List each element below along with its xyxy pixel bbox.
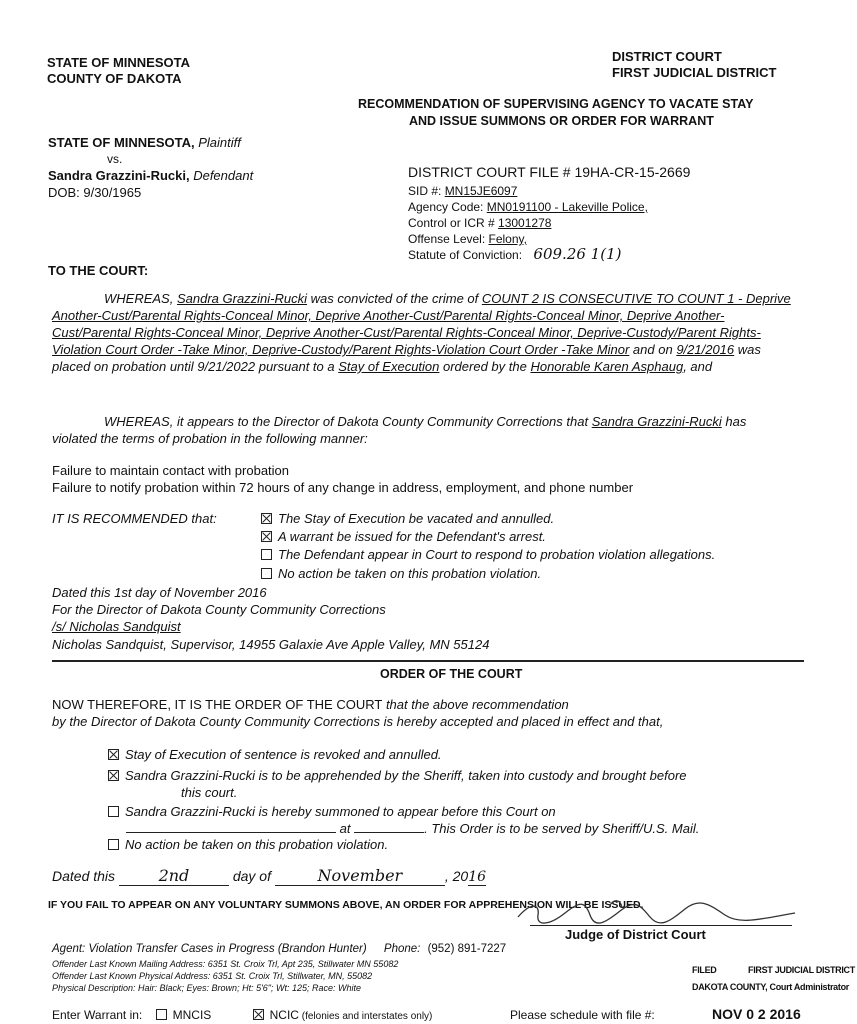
icr-value: 13001278 [498,216,552,230]
recommended-label: IT IS RECOMMENDED that: [52,511,217,526]
defendant-name: Sandra Grazzini-Rucki, [48,168,190,183]
checked-box-icon[interactable] [261,513,272,524]
whereas1-crime: COUNT 2 IS CONSECUTIVE TO COUNT 1 - Deprive Another-Cust/Parental Rights-Conceal Minor, Deprive Another-Cust/Parental Rights-Conceal Minor, Deprive Another-Cust/Parental Rights-Conceal Minor, Deprive Another-Cust/Parental Rights-Conceal Minor, Deprive-Custody/Parent Rights-Violation Court Order -Take Minor, Deprive-Custody/Parent Rights-Violation Court Order -Take Minor [52,291,791,357]
physical-description: Physical Description: Hair: Black; Eyes: Brown; Ht: 5'6"; Wt: 125; Race: White [52,983,362,993]
statute-handwritten: 609.26 1(1) [533,245,622,263]
sid-line [408,184,517,199]
court-caption: DISTRICT COURT [612,49,722,64]
court-dated-month-field [275,866,445,886]
failure-to-appear-notice: IF YOU FAIL TO APPEAR ON ANY VOLUNTARY SUMMONS ABOVE, AN ORDER FOR APPREHENSION WILL BE ISSUED. [48,899,644,911]
whereas-paragraph-2 [52,413,792,447]
whereas1-date: 9/21/2016 [676,342,735,357]
section-divider [52,660,804,662]
judge-label: Judge of District Court [565,927,706,942]
warrant-entry-line [52,1008,432,1022]
whereas1-text-d: was placed on probation until 9/21/2022 pursuant to a [52,342,761,374]
court-file-number: DISTRICT COURT FILE # 19HA-CR-15-2669 [408,164,691,180]
court-dated-year: 16 [468,869,487,885]
stamp-filed: FILED [692,965,717,975]
plaintiff-line [48,134,241,151]
agency-line [408,200,648,215]
statute-line [408,247,621,263]
whereas-paragraph-1 [52,290,792,375]
order-intro-line1 [52,696,569,713]
stamp-district: FIRST JUDICIAL DISTRICT [748,965,855,975]
order-item: No action be taken on this probation violation. [108,836,388,853]
whereas1-text-a: WHEREAS, [104,291,177,306]
unchecked-box-icon[interactable] [156,1009,167,1020]
court-dated-label: Dated this [52,868,116,884]
agent-name: Agent: Violation Transfer Cases in Progress (Brandon Hunter) [52,943,367,955]
checked-box-icon[interactable] [253,1009,264,1020]
summons-service-note: . This Order is to be served by Sheriff/U.S. Mail. [424,821,700,836]
court-dated-day: 2nd [158,866,190,885]
warrant-entry-label: Enter Warrant in: [52,1008,143,1022]
recommendation-item: No action be taken on this probation violation. [261,565,541,582]
order-intro-caps: NOW THEREFORE, IT IS THE ORDER OF THE COURT [52,697,383,712]
whereas1-text-c: and on [629,342,677,357]
violation-item: Failure to notify probation within 72 hours of any change in address, employment, and phone number [52,480,634,495]
stamp-date: NOV 0 2 2016 [712,1006,801,1022]
order-item: Stay of Execution of sentence is revoked and annulled. [108,746,442,763]
whereas1-text-f: , and [683,359,713,374]
court-dated-line [52,866,486,886]
defendant-line [48,167,253,184]
county-caption: COUNTY OF DAKOTA [47,71,182,86]
defendant-role: Defendant [189,168,254,183]
mncis-option: MNCIS [172,1008,212,1022]
stamp-county: DAKOTA COUNTY, Court Administrator [692,982,849,992]
unchecked-box-icon[interactable] [108,839,119,850]
defendant-dob: DOB: 9/30/1965 [48,185,142,200]
plaintiff-role: Plaintiff [194,135,241,150]
recommendation-item: The Stay of Execution be vacated and annulled. [261,510,554,527]
summons-time-blank[interactable] [354,820,424,833]
district-caption: FIRST JUDICIAL DISTRICT [612,65,777,80]
electronic-signature: /s/ Nicholas Sandquist [52,619,181,634]
unchecked-box-icon[interactable] [261,549,272,560]
summons-at-label: at [339,821,351,836]
unchecked-box-icon[interactable] [261,568,272,579]
judge-signature-line [530,925,792,926]
whereas1-judge: Honorable Karen Asphaug [530,359,684,374]
sid-label: SID #: [408,184,445,198]
agent-phone: (952) 891-7227 [427,943,507,955]
court-dated-dayof-label: day of [232,868,271,884]
court-dated-year-prefix: , 20 [444,868,469,884]
checked-box-icon[interactable] [108,770,119,781]
checked-box-icon[interactable] [108,749,119,760]
summons-date-blank[interactable] [126,820,336,833]
supervisor-line: Nicholas Sandquist, Supervisor, 14955 Galaxie Ave Apple Valley, MN 55124 [52,637,490,652]
mailing-address: Offender Last Known Mailing Address: 6351 St. Croix Trl, Apt 235, Stillwater MN 55082 [52,959,399,969]
agent-phone-label: Phone: [383,943,421,955]
state-caption: STATE OF MINNESOTA [47,55,190,70]
agency-value: MN0191100 - Lakeville Police, [486,200,648,214]
court-dated-month: November [317,866,403,885]
order-intro-line2: by the Director of Dakota County Community Corrections is hereby accepted and placed in effect and that, [52,714,664,729]
physical-address: Offender Last Known Physical Address: 6351 St. Croix Trl, Stillwater, MN, 55082 [52,971,373,981]
recommendation-item: The Defendant appear in Court to respond to probation violation allegations. [261,546,715,563]
statute-label: Statute of Conviction: [408,248,523,262]
unchecked-box-icon[interactable] [108,806,119,817]
director-line: For the Director of Dakota County Community Corrections [52,602,386,617]
to-the-court: TO THE COURT: [48,263,149,278]
document-title-line1: RECOMMENDATION OF SUPERVISING AGENCY TO VACATE STAY [358,97,754,111]
icr-label: Control or ICR # [408,216,499,230]
recommendation-date: Dated this 1st day of November 2016 [52,585,267,600]
ncic-option: NCIC [269,1008,299,1022]
order-item: Sandra Grazzini-Rucki is hereby summoned to appear before this Court on [108,803,556,820]
sid-value: MN15JE6097 [444,184,518,198]
ncic-note: (felonies and interstates only) [298,1011,433,1022]
whereas1-defendant: Sandra Grazzini-Rucki [176,291,308,306]
offense-line [408,232,527,247]
checked-box-icon[interactable] [261,531,272,542]
agent-line [52,943,506,955]
versus-text: vs. [107,152,123,166]
schedule-file-label: Please schedule with file #: [510,1008,655,1022]
order-title: ORDER OF THE COURT [380,667,523,681]
order-item-continuation: this court. [181,785,238,800]
order-intro-rest: that the above recommendation [382,697,569,712]
summons-date-line [126,820,699,837]
recommendation-item: A warrant be issued for the Defendant's arrest. [261,528,546,545]
order-item: Sandra Grazzini-Rucki is to be apprehended by the Sheriff, taken into custody and brought before [108,767,687,784]
plaintiff-name: STATE OF MINNESOTA, [48,135,195,150]
whereas1-text-e: ordered by the [439,359,531,374]
icr-line [408,216,551,231]
whereas2-defendant: Sandra Grazzini-Rucki [591,414,722,429]
whereas1-stay: Stay of Execution [338,359,440,374]
whereas1-text-b: was convicted of the crime of [307,291,482,306]
violation-item: Failure to maintain contact with probation [52,463,290,478]
offense-label: Offense Level: [408,232,489,246]
document-title-line2: AND ISSUE SUMMONS OR ORDER FOR WARRANT [409,114,714,128]
offense-value: Felony, [488,232,527,246]
whereas2-text-b: has violated the terms of probation in the following manner: [52,414,747,446]
agency-label: Agency Code: [408,200,487,214]
court-dated-day-field [119,866,229,886]
whereas2-text-a: WHEREAS, it appears to the Director of Dakota County Community Corrections that [104,414,592,429]
